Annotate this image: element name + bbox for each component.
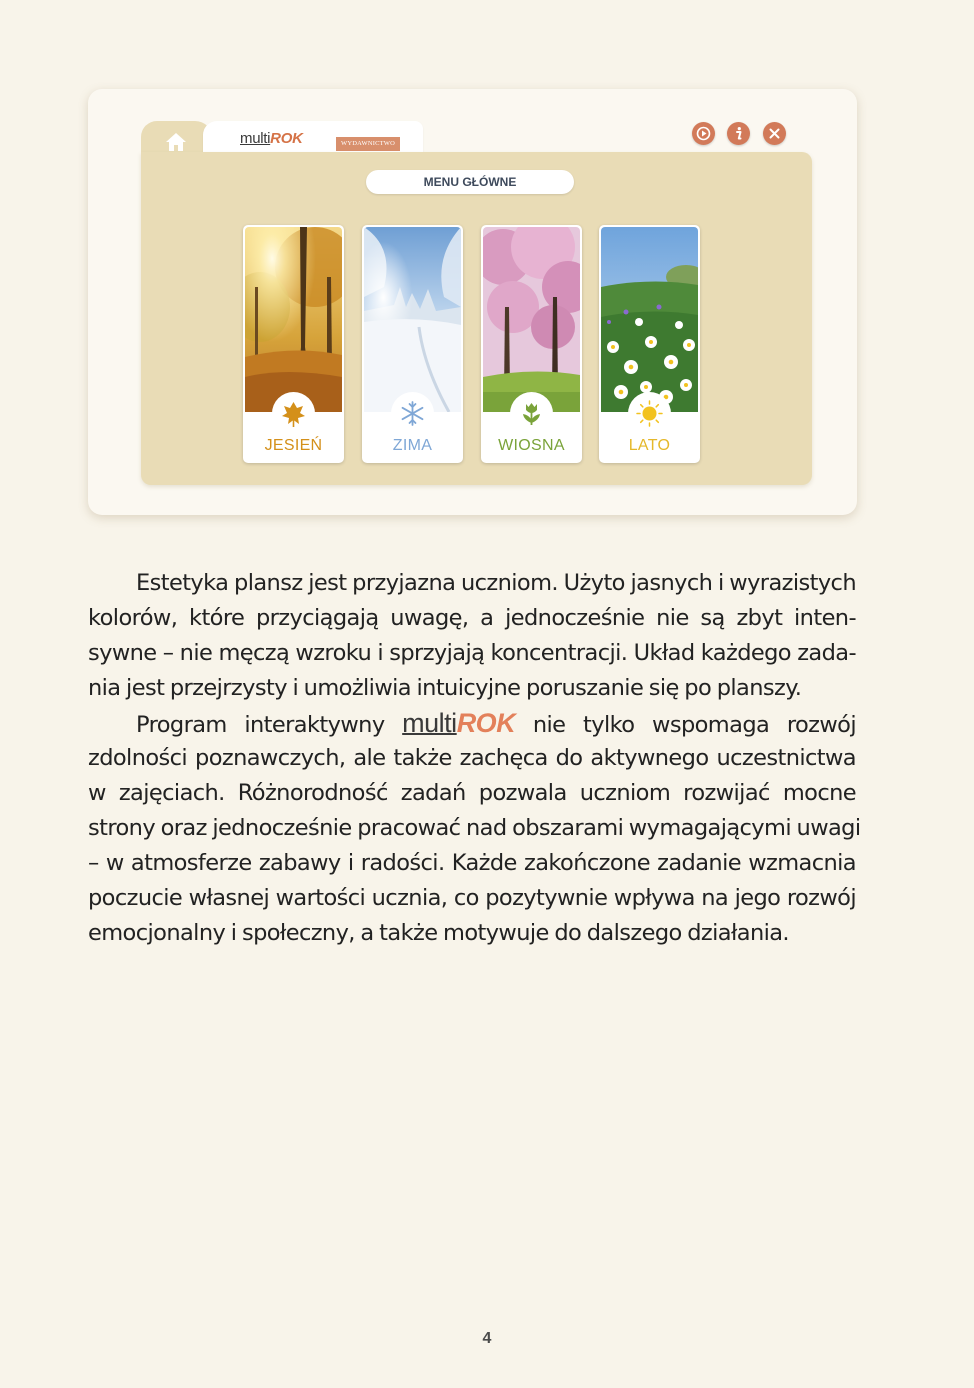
spring-photo bbox=[483, 227, 580, 412]
close-button[interactable] bbox=[763, 122, 786, 145]
paragraph-1-line: sywne – nie męczą wzroku i sprzyjają koncentracji. Układ każdego zada- bbox=[88, 640, 856, 666]
paragraph-2-after-logo: nie tylko wspomaga rozwój bbox=[532, 712, 856, 738]
paragraph-2-line: zdolności poznawczych, ale także zachęca do aktywnego uczestnictwa bbox=[88, 745, 856, 771]
close-icon bbox=[763, 122, 786, 145]
home-icon[interactable] bbox=[164, 131, 188, 153]
paragraph-2-line: – w atmosferze zabawy i radości. Każde zakończone zadanie wzmacnia bbox=[88, 850, 856, 876]
multirok-inline-logo: multiROK bbox=[402, 708, 516, 738]
season-label: WIOSNA bbox=[498, 437, 565, 454]
summer-photo bbox=[601, 227, 698, 412]
season-card-zima[interactable] bbox=[362, 225, 463, 463]
tulip-icon bbox=[510, 392, 553, 435]
page-number: 4 bbox=[482, 1330, 492, 1347]
audio-button[interactable] bbox=[692, 122, 715, 145]
season-label: ZIMA bbox=[392, 437, 433, 454]
body-text bbox=[88, 566, 861, 951]
paragraph-1-line: kolorów, które przyciągają uwagę, a jednocześnie nie są zbyt inten- bbox=[88, 605, 856, 631]
paragraph-2-line: poczucie własnej wartości ucznia, co pozytywnie wpływa na jego rozwój bbox=[88, 885, 856, 911]
paragraph-2-line: strony oraz jednocześnie pracować nad obszarami wymagającymi uwagi bbox=[88, 815, 861, 841]
season-card-wiosna[interactable] bbox=[481, 225, 582, 463]
menu-title: MENU GŁÓWNE bbox=[366, 170, 574, 194]
autumn-photo bbox=[245, 227, 342, 412]
leaf-icon bbox=[272, 392, 315, 435]
paragraph-1-line: nia jest przejrzysty i umożliwia intuicyjne poruszanie się po planszy. bbox=[88, 675, 802, 701]
snowflake-icon bbox=[391, 392, 434, 435]
season-label: LATO bbox=[628, 437, 671, 454]
paragraph-2-line: w zajęciach. Różnorodność zadań pozwala uczniom rozwijać mocne bbox=[88, 780, 856, 806]
paragraph-1-line: Estetyka plansz jest przyjazna uczniom. Użyto jasnych i wyrazistych bbox=[136, 570, 856, 596]
snowflake-badge bbox=[391, 392, 434, 435]
multirok-logo: multiROK bbox=[240, 130, 303, 147]
publisher-badge: WYDAWNICTWO bbox=[336, 137, 400, 151]
season-label: JESIEŃ bbox=[264, 437, 323, 454]
tulip-badge bbox=[510, 392, 553, 435]
sun-icon bbox=[628, 392, 671, 435]
paragraph-2-first-line bbox=[88, 706, 856, 741]
info-icon bbox=[727, 122, 750, 145]
paragraph-2-start: Program interaktywny bbox=[136, 712, 385, 738]
leaf-badge bbox=[272, 392, 315, 435]
audio-icon bbox=[692, 122, 715, 145]
season-card-jesien[interactable] bbox=[243, 225, 344, 463]
info-button[interactable] bbox=[727, 122, 750, 145]
winter-photo bbox=[364, 227, 461, 412]
sun-badge bbox=[628, 392, 671, 435]
season-card-lato[interactable] bbox=[599, 225, 700, 463]
paragraph-2-line: emocjonalny i społeczny, a także motywuje do dalszego działania. bbox=[88, 920, 789, 946]
main-menu-panel bbox=[141, 152, 812, 485]
